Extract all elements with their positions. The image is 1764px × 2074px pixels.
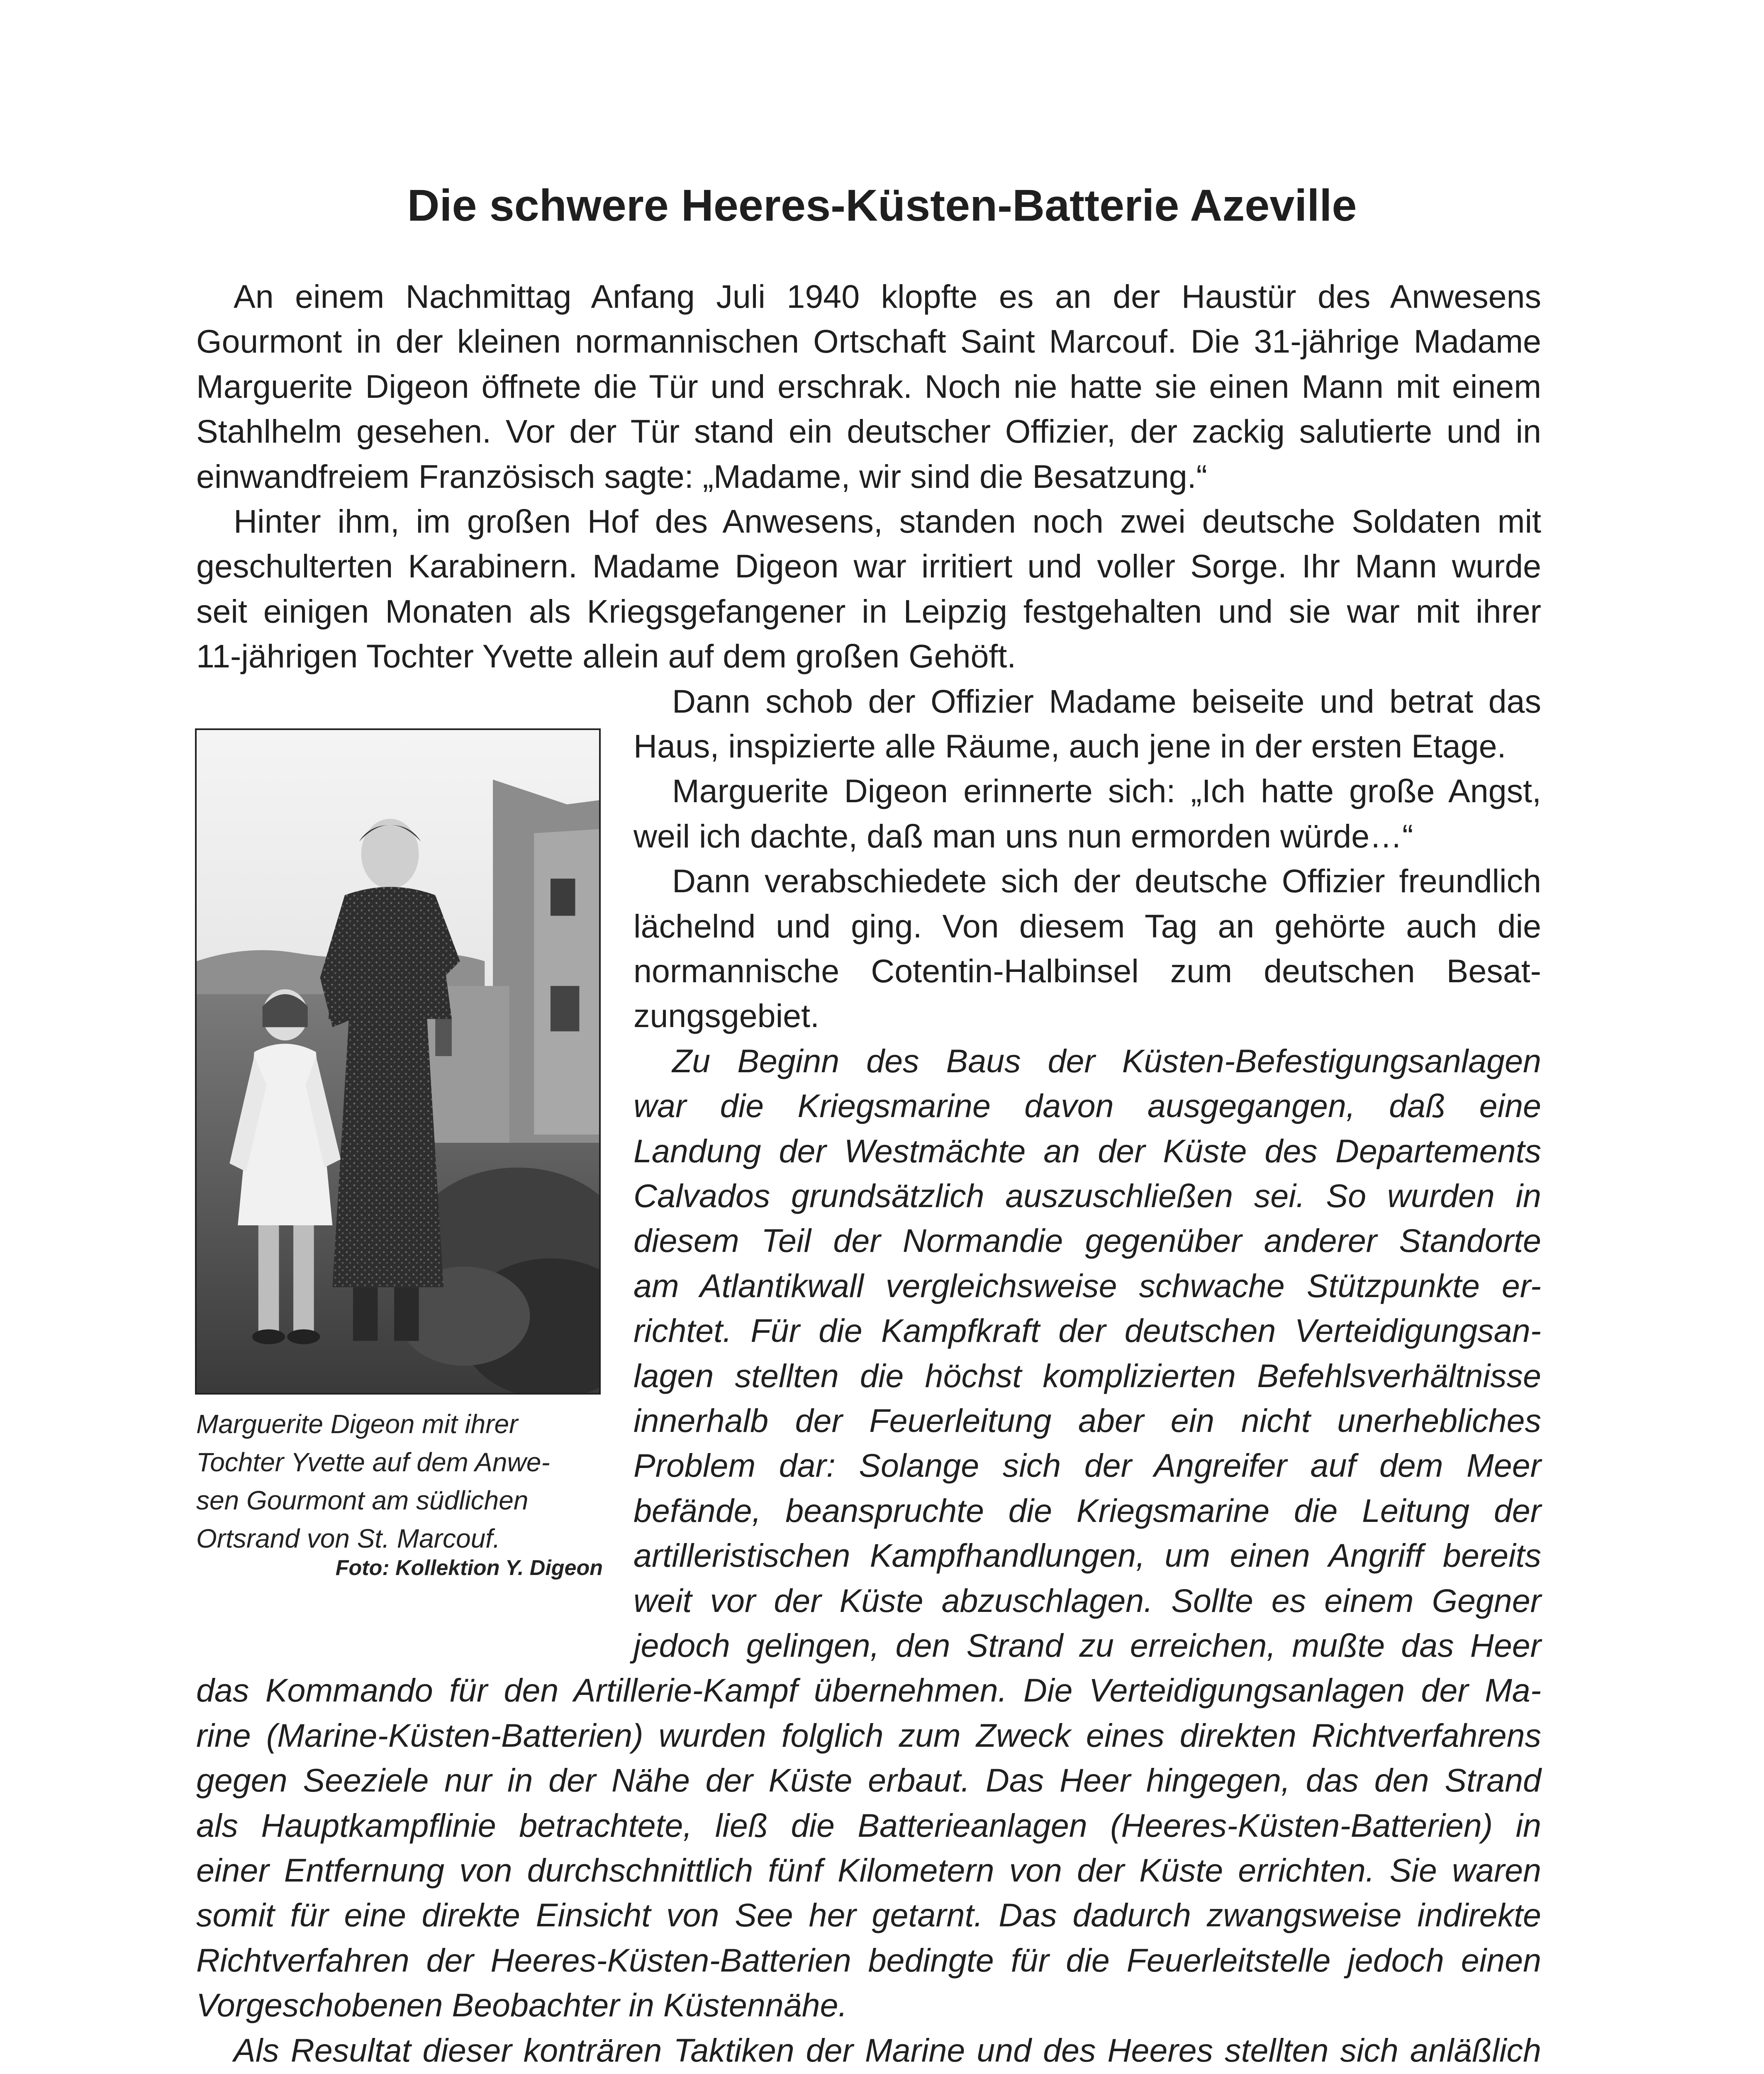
historical-photo [195, 728, 601, 1395]
text-line: seit einigen Monaten als Kriegsgefangener in Leipzig festgehalten und sie war mit ihrer [196, 592, 1541, 630]
text-line: als Hauptkampflinie betrachtete, ließ die Batterieanlagen (Heeres-Küsten-Batterien) in [196, 1806, 1541, 1844]
text-line: innerhalb der Feuerleitung aber ein nicht unerhebliches [633, 1402, 1541, 1439]
text-line: Calvados grundsätzlich auszuschließen sei. So wurden in [633, 1177, 1541, 1214]
text-line: lagen stellten die höchst komplizierten Befehlsverhältnisse [633, 1357, 1541, 1394]
caption-line: Marguerite Digeon mit ihrer [196, 1409, 518, 1439]
text-line: einer Entfernung von durchschnittlich fünf Kilometern von der Küste errichten. Sie waren [196, 1852, 1541, 1889]
text-line: 11-jährigen Tochter Yvette allein auf dem großen Gehöft. [196, 638, 1016, 675]
text-line: Dann verabschiedete sich der deutsche Offizier freundlich [672, 862, 1541, 900]
text-line: Zu Beginn des Baus der Küsten-Befestigungsanlagen [672, 1042, 1541, 1079]
text-line: artilleristischen Kampfhandlungen, um einen Angriff bereits [633, 1537, 1541, 1574]
text-line: lächelnd und ging. Von diesem Tag an gehörte auch die [633, 907, 1541, 944]
text-line: jedoch gelingen, den Strand zu erreichen, mußte das Heer [633, 1627, 1541, 1664]
caption-line: Tochter Yvette auf dem Anwe- [196, 1447, 550, 1477]
text-line: Landung der Westmächte an der Küste des Departements [633, 1132, 1541, 1169]
text-line: Gourmont in der kleinen normannischen Ortschaft Saint Marcouf. Die 31-jährige Madame [196, 323, 1541, 360]
text-line: einwandfreiem Französisch sagte: „Madame, wir sind die Besatzung.“ [196, 458, 1207, 495]
text-line: Richtverfahren der Heeres-Küsten-Batterien bedingte für die Feuerleitstelle jedoch einen [196, 1941, 1541, 1979]
text-line: das Kommando für den Artillerie-Kampf übernehmen. Die Verteidigungsanlagen der Ma- [196, 1672, 1541, 1709]
caption-line: sen Gourmont am südlichen [196, 1485, 529, 1515]
text-line: Marguerite Digeon erinnerte sich: „Ich hatte große Angst, [672, 772, 1541, 810]
text-line: Marguerite Digeon öffnete die Tür und erschrak. Noch nie hatte sie einen Mann mit einem [196, 368, 1541, 405]
text-line: Als Resultat dieser konträren Taktiken der Marine und des Heeres stellten sich anläßlich [234, 2031, 1541, 2069]
photo-credit: Foto: Kollektion Y. Digeon [335, 1556, 603, 1580]
text-line: normannische Cotentin-Halbinsel zum deutschen Besat- [633, 952, 1541, 989]
text-line: Hinter ihm, im großen Hof des Anwesens, standen noch zwei deutsche Soldaten mit [234, 503, 1541, 540]
text-line: Dann schob der Offizier Madame beiseite und betrat das [672, 682, 1541, 720]
text-line: geschulterten Karabinern. Madame Digeon war irritiert und voller Sorge. Ihr Mann wurde [196, 548, 1541, 585]
text-line: somit für eine direkte Einsicht von See her getarnt. Das dadurch zwangsweise indirekte [196, 1896, 1541, 1934]
text-line: richtet. Für die Kampfkraft der deutschen Verteidigungsan- [633, 1312, 1541, 1349]
text-line: befände, beanspruchte die Kriegsmarine die Leitung der [633, 1492, 1541, 1529]
text-line: Problem dar: Solange sich der Angreifer auf dem Meer [633, 1447, 1541, 1484]
text-line: gegen Seeziele nur in der Nähe der Küste erbaut. Das Heer hingegen, das den Strand [196, 1762, 1541, 1799]
text-line: zungsgebiet. [633, 997, 820, 1035]
text-line: An einem Nachmittag Anfang Juli 1940 klopfte es an der Haustür des Anwesens [234, 278, 1541, 315]
text-line: weil ich dachte, daß man uns nun ermorden würde…“ [633, 817, 1413, 854]
text-line: diesem Teil der Normandie gegenüber anderer Standorte [633, 1222, 1541, 1259]
text-line: weit vor der Küste abzuschlagen. Sollte es einem Gegner [633, 1582, 1541, 1619]
text-line: am Atlantikwall vergleichsweise schwache Stützpunkte er- [633, 1267, 1541, 1304]
photo-image [197, 730, 599, 1393]
text-line: Stahlhelm gesehen. Vor der Tür stand ein deutscher Offizier, der zackig salutierte und in [196, 413, 1541, 450]
text-line: war die Kriegsmarine davon ausgegangen, daß eine [633, 1087, 1541, 1125]
text-line: Haus, inspizierte alle Räume, auch jene in der ersten Etage. [633, 728, 1506, 764]
text-line: Vorgeschobenen Beobachter in Küstennähe. [196, 1986, 848, 2024]
page-title: Die schwere Heeres-Küsten-Batterie Azeville [407, 180, 1357, 230]
text-line: rine (Marine-Küsten-Batterien) wurden folglich zum Zweck eines direkten Richtverfahrens [196, 1716, 1541, 1754]
caption-line: Ortsrand von St. Marcouf. [196, 1524, 500, 1553]
